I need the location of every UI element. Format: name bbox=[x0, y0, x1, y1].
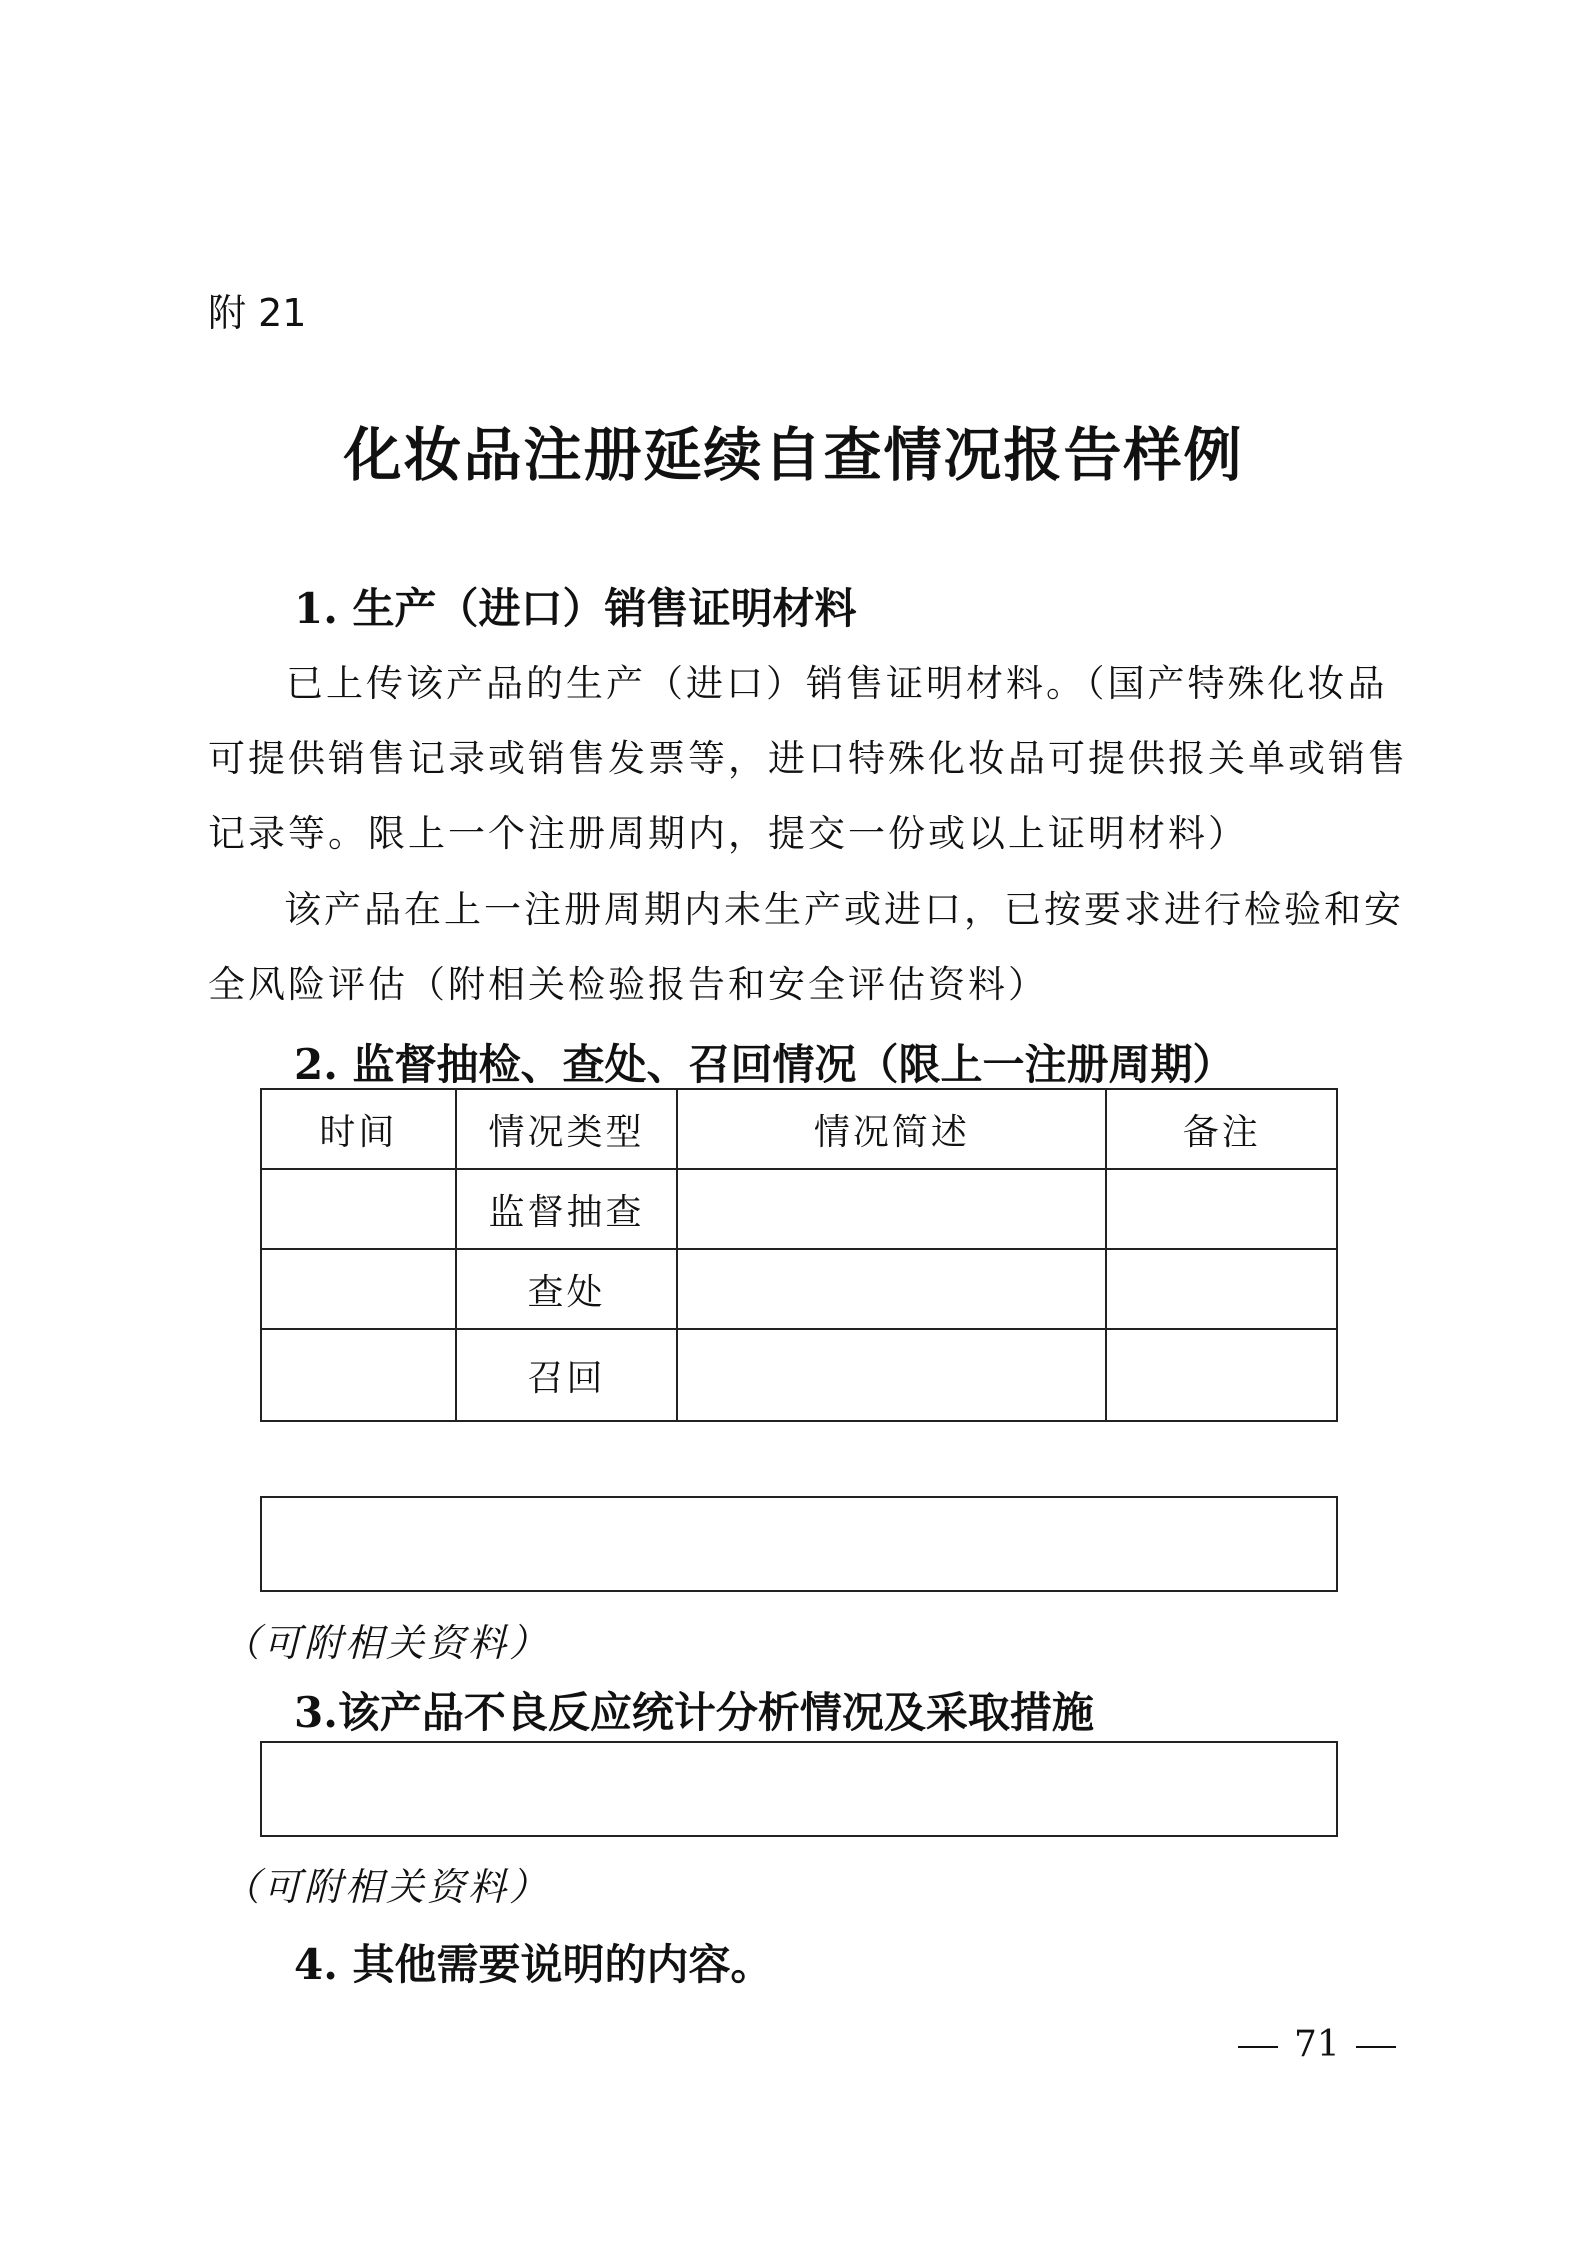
cell-summary bbox=[677, 1249, 1106, 1329]
section3-heading: 3.该产品不良反应统计分析情况及采取措施 bbox=[294, 1688, 1094, 1737]
cell-time bbox=[261, 1329, 456, 1421]
section3-note: （可附相关资料） bbox=[222, 1865, 551, 1909]
page-number bbox=[1222, 2024, 1412, 2065]
cell-time bbox=[261, 1249, 456, 1329]
cell-remarks bbox=[1106, 1329, 1337, 1421]
header-time: 时间 bbox=[261, 1089, 456, 1169]
section1-paragraph1 bbox=[208, 646, 1408, 871]
table-row bbox=[261, 1329, 1337, 1421]
cell-time bbox=[261, 1169, 456, 1249]
page-number-value: 71 bbox=[1294, 2024, 1340, 2065]
header-summary: 情况简述 bbox=[677, 1089, 1106, 1169]
annex-label: 附 21 bbox=[208, 291, 307, 335]
table-row bbox=[261, 1249, 1337, 1329]
header-remarks: 备注 bbox=[1106, 1089, 1337, 1169]
section2-note: （可附相关资料） bbox=[222, 1621, 551, 1665]
cell-summary bbox=[677, 1329, 1106, 1421]
table-header-row bbox=[261, 1089, 1337, 1169]
cell-remarks bbox=[1106, 1169, 1337, 1249]
supervision-table bbox=[260, 1088, 1338, 1422]
page-number-dash-right bbox=[1356, 2046, 1396, 2048]
section1-paragraph2 bbox=[208, 872, 1408, 1022]
section2-text-box bbox=[260, 1496, 1338, 1592]
cell-type: 监督抽查 bbox=[456, 1169, 678, 1249]
section2-heading: 2. 监督抽检、查处、召回情况（限上一注册周期） bbox=[294, 1040, 1235, 1089]
cell-summary bbox=[677, 1169, 1106, 1249]
cell-remarks bbox=[1106, 1249, 1337, 1329]
section1-paragraph1-text: 已上传该产品的生产（进口）销售证明材料。（国产特殊化妆品可提供销售记录或销售发票等，进口特殊化妆品可提供报关单或销售记录等。限上一个注册周期内，提交一份或以上证明材料） bbox=[208, 662, 1408, 855]
page-number-dash-left bbox=[1238, 2046, 1278, 2048]
table-row bbox=[261, 1169, 1337, 1249]
header-type: 情况类型 bbox=[456, 1089, 678, 1169]
cell-type: 查处 bbox=[456, 1249, 678, 1329]
document-title: 化妆品注册延续自查情况报告样例 bbox=[343, 421, 1244, 489]
section4-heading: 4. 其他需要说明的内容。 bbox=[294, 1940, 773, 1989]
cell-type: 召回 bbox=[456, 1329, 678, 1421]
section1-paragraph2-text: 该产品在上一注册周期内未生产或进口，已按要求进行检验和安全风险评估（附相关检验报告和安全评估资料） bbox=[208, 888, 1404, 1006]
section3-text-box bbox=[260, 1741, 1338, 1837]
section1-heading: 1. 生产（进口）销售证明材料 bbox=[294, 584, 857, 633]
